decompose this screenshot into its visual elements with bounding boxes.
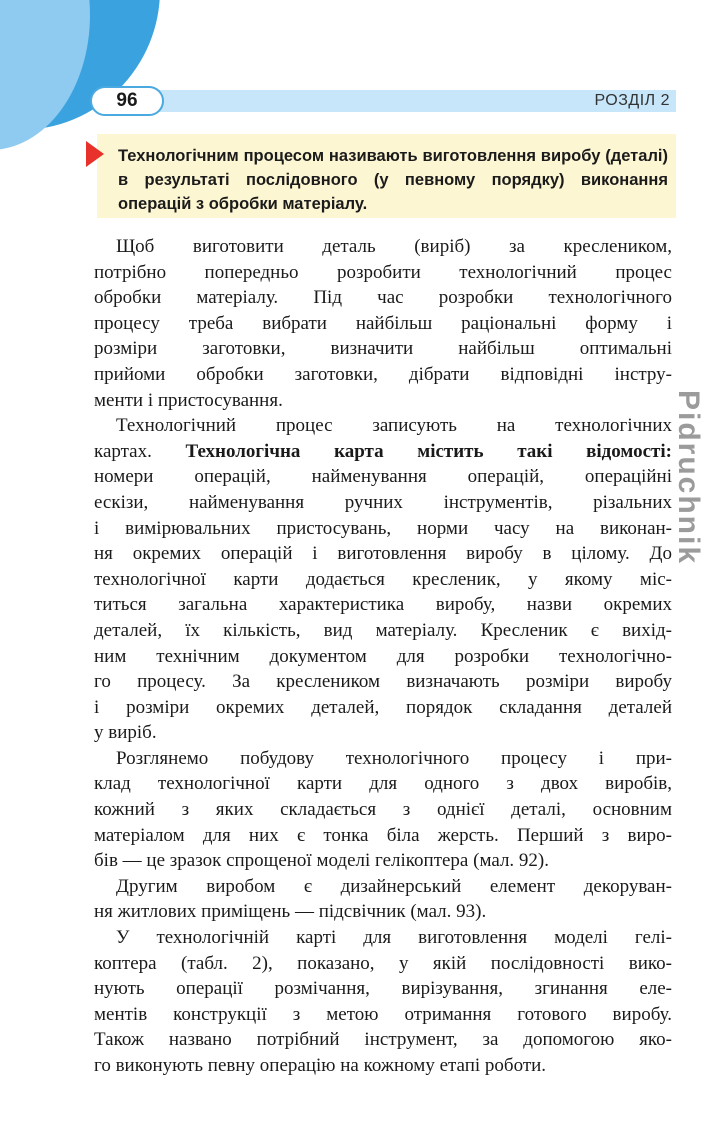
text-plain: картах. <box>94 440 152 462</box>
text-line: го процесу. За креслеником визначають розміри виробу <box>94 671 672 693</box>
text-line: і розміри окремих деталей, порядок складання деталей <box>94 696 672 718</box>
paragraph-4 <box>94 874 672 925</box>
text-line: і вимірювальних пристосувань, норми часу на виконан- <box>94 517 672 539</box>
text-line: обробки матеріалу. Під час розробки технологічного <box>94 287 672 309</box>
text-line: ескізи, найменування ручних інструментів, різальних <box>94 491 672 513</box>
text-line: Другим виробом є дизайнерський елемент декоруван- <box>116 875 672 897</box>
text-line: бів — це зразок спрощеної моделі гелікоптера (мал. 92). <box>94 850 549 872</box>
text-line: У технологічній карті для виготовлення моделі гелі- <box>116 927 672 949</box>
text-line: Щоб виготовити деталь (виріб) за креслеником, <box>116 236 672 257</box>
corner-decoration-light <box>0 0 90 150</box>
text-line: Розглянемо побудову технологічного процесу і при- <box>116 747 672 769</box>
text-line: нують операції розмічання, вирізування, згинання еле- <box>94 978 672 1000</box>
text-bold: Технологічна карта містить такі відомості: <box>185 440 672 462</box>
text-line: прийоми обробки заготовки, дібрати відповідні інстру- <box>94 363 672 385</box>
definition-text: Технологічним процесом називають виготовлення виробу (деталі) в результаті послідовного (у певному порядку) виконання операцій з обробки матеріалу. <box>118 147 668 213</box>
text-line: го виконують певну операцію на кожному етапі роботи. <box>94 1055 547 1076</box>
text-line: Технологічний процес записують на технологічних <box>116 415 672 437</box>
text-line: менти і пристосування. <box>94 389 283 411</box>
text-line: розміри заготовки, визначити найбільш оптимальні <box>94 338 672 360</box>
text-line: у виріб. <box>94 722 157 744</box>
definition-marker-icon <box>86 141 104 167</box>
paragraph-5 <box>94 925 672 1079</box>
body-text <box>94 234 672 1079</box>
text-line: ня житлових приміщень — підсвічник (мал. 93). <box>94 901 487 923</box>
text-line: ментів конструкції з метою отримання готового виробу. <box>94 1003 672 1025</box>
page-number: 96 <box>90 86 164 116</box>
text-line: потрібно попередньо розробити технологічний процес <box>94 261 672 283</box>
text-line: кожний з яких складається з однієї деталі, основним <box>94 799 672 821</box>
text-line: технологічної карти додається кресленик, у якому міс- <box>94 568 672 590</box>
paragraph-3 <box>94 746 672 874</box>
text-line: клад технологічної карти для одного з двох виробів, <box>94 773 672 795</box>
text-line: ня окремих операцій і виготовлення виробу в цілому. До <box>94 543 672 565</box>
text-line: коптера (табл. 2), показано, у якій послідовності вико- <box>94 952 672 974</box>
text-line: ним технічним документом для розробки технологічно- <box>94 645 672 667</box>
paragraph-2 <box>94 413 672 746</box>
header-band <box>98 90 676 112</box>
paragraph-1 <box>94 234 672 413</box>
text-line: матеріалом для них є тонка біла жерсть. Перший з виро- <box>94 824 672 846</box>
text-line: Також названо потрібний інструмент, за допомогою яко- <box>94 1029 672 1051</box>
section-label: РОЗДІЛ 2 <box>594 92 670 109</box>
text-line: титься загальна характеристика виробу, назви окремих <box>94 594 672 616</box>
side-watermark: Pidruchnik <box>672 390 705 566</box>
text-line <box>94 439 672 465</box>
text-line: деталей, їх кількість, вид матеріалу. Кресленик є вихід- <box>94 619 672 641</box>
text-line: номери операцій, найменування операцій, операційні <box>94 466 672 488</box>
text-line: процесу треба вибрати найбільш раціональні форму і <box>94 312 672 334</box>
